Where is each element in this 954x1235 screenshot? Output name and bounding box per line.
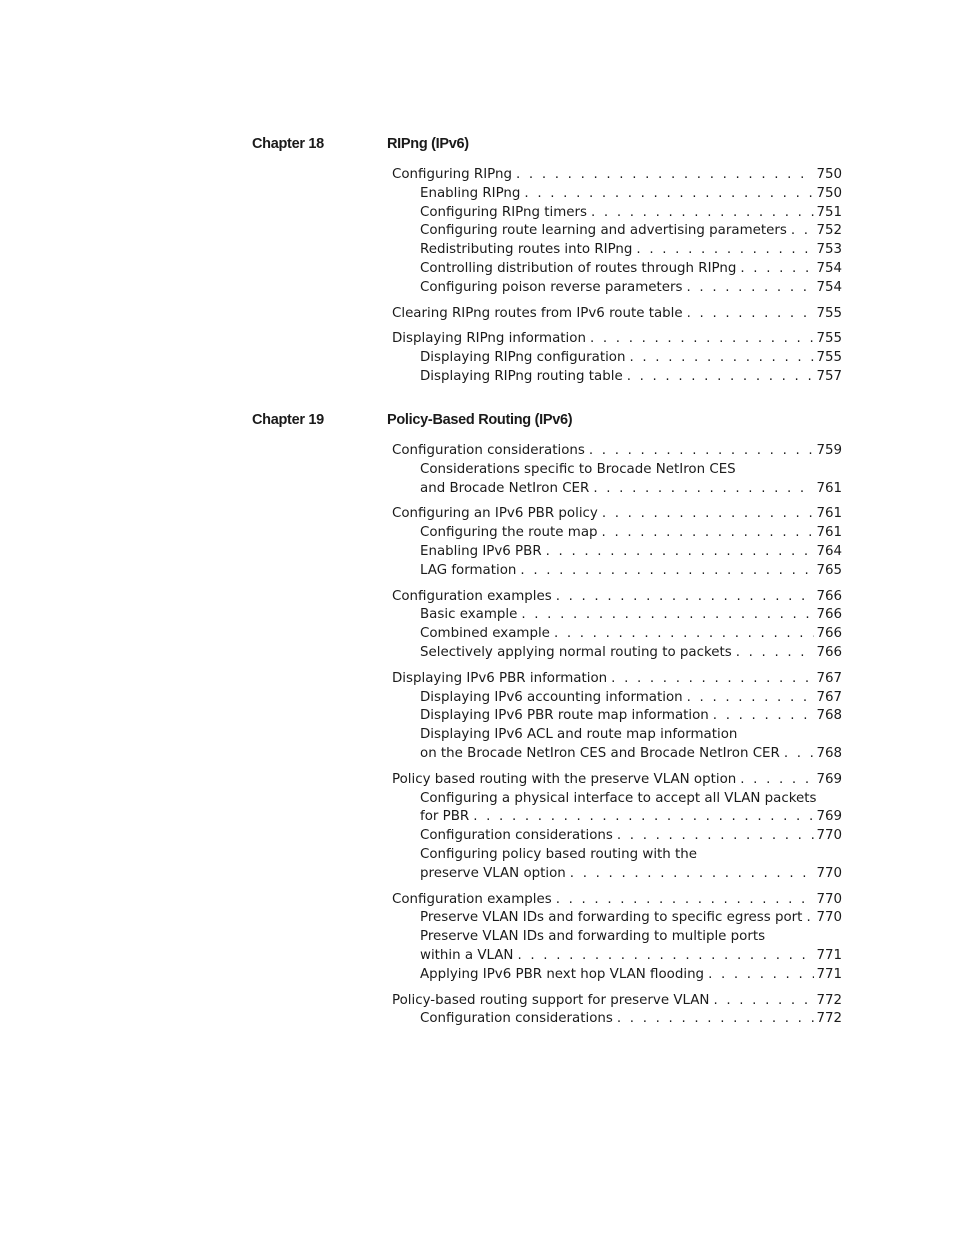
toc-entry-text: Policy based routing with the preserve VLAN option <box>392 771 737 787</box>
toc-entry-text: on the Brocade NetIron CES and Brocade NetIron CER <box>420 745 780 761</box>
toc-page-number: 770 <box>816 891 842 907</box>
toc-entry-text: and Brocade NetIron CER <box>420 480 590 496</box>
toc-entry[interactable] <box>392 625 842 644</box>
toc-entry-text: Configuration considerations <box>420 828 613 844</box>
toc-page-number: 766 <box>816 626 842 642</box>
dot-leader <box>516 166 814 185</box>
toc-page-number: 750 <box>816 185 842 201</box>
toc-entry[interactable] <box>392 771 842 790</box>
toc-entry[interactable] <box>392 442 842 461</box>
toc-entry-text: Enabling RIPng <box>420 185 521 201</box>
toc-entry-text: Configuring RIPng <box>392 167 512 182</box>
toc-entry-text: Configuration examples <box>392 891 552 907</box>
dot-leader <box>602 524 815 543</box>
toc-page-number: 769 <box>816 809 842 825</box>
dot-leader <box>627 368 815 387</box>
toc-entry-text: Displaying IPv6 accounting information <box>420 689 683 705</box>
toc-entry-text: Configuring poison reverse parameters <box>420 279 683 295</box>
toc-page-number: 761 <box>816 506 842 522</box>
toc-page-number: 752 <box>816 223 842 239</box>
toc-entry-text: LAG formation <box>420 562 517 578</box>
toc-page-number: 772 <box>816 992 842 1008</box>
toc-group <box>392 505 842 580</box>
toc-entry[interactable] <box>392 543 842 562</box>
toc-entry[interactable] <box>392 865 842 884</box>
toc-page-number: 761 <box>816 480 842 496</box>
toc-entry[interactable] <box>392 279 842 298</box>
toc-entry[interactable] <box>392 166 842 185</box>
toc-entry-text: Displaying IPv6 PBR route map information <box>420 708 709 724</box>
toc-entry-text: Applying IPv6 PBR next hop VLAN flooding <box>420 966 705 982</box>
toc-page-number: 764 <box>816 543 842 559</box>
dot-leader <box>713 707 815 726</box>
toc-entry-text-line: Preserve VLAN IDs and forwarding to multiple ports <box>420 929 766 945</box>
toc-entry-text: Configuration examples <box>392 588 552 604</box>
dot-leader <box>591 204 814 223</box>
toc-entry-text: Displaying RIPng routing table <box>420 368 623 384</box>
toc-entry-text: Configuring RIPng timers <box>420 204 587 220</box>
dot-leader <box>713 992 814 1011</box>
toc-page-number: 767 <box>816 670 842 686</box>
toc-page-number: 750 <box>816 167 842 182</box>
dot-leader <box>556 891 815 910</box>
toc-entry[interactable] <box>392 827 842 846</box>
toc-page-number: 765 <box>816 562 842 578</box>
toc-entry[interactable] <box>392 368 842 387</box>
toc-page-number: 768 <box>816 745 842 761</box>
chapter-title: RIPng (IPv6) <box>387 136 469 152</box>
toc-entry[interactable] <box>392 1010 842 1029</box>
dot-leader <box>554 625 815 644</box>
dot-leader <box>736 644 815 663</box>
dot-leader <box>611 670 814 689</box>
chapter-title: Policy-Based Routing (IPv6) <box>387 412 573 428</box>
toc-page-number: 751 <box>816 204 842 220</box>
dot-leader <box>524 185 814 204</box>
dot-leader <box>791 222 815 241</box>
toc-entry[interactable] <box>392 222 842 241</box>
toc-entry[interactable] <box>392 891 842 910</box>
toc-entry[interactable] <box>392 992 842 1011</box>
toc-entry[interactable] <box>392 260 842 279</box>
dot-leader <box>687 305 815 324</box>
toc-entry[interactable] <box>392 947 842 966</box>
toc-group <box>392 588 842 663</box>
toc-entry[interactable] <box>392 670 842 689</box>
toc-page-number: 755 <box>816 305 842 321</box>
toc-entry[interactable] <box>392 349 842 368</box>
toc-entry-text: Policy-based routing support for preserve VLAN <box>392 992 710 1008</box>
dot-leader <box>570 865 815 884</box>
dot-leader <box>602 505 815 524</box>
toc-page-number: 753 <box>816 242 842 258</box>
toc-page-number: 768 <box>816 708 842 724</box>
dot-leader <box>590 330 814 349</box>
toc-group <box>392 992 842 1030</box>
toc-entry-text: Basic example <box>420 607 518 623</box>
dot-leader <box>593 480 814 499</box>
toc-entry-text: Redistributing routes into RIPng <box>420 242 633 258</box>
toc-page-number: 767 <box>816 689 842 705</box>
dot-leader <box>556 588 815 607</box>
toc-entry-text: Configuring an IPv6 PBR policy <box>392 506 598 522</box>
toc-entry[interactable] <box>392 204 842 223</box>
toc-page-number: 761 <box>816 525 842 541</box>
toc-group <box>392 330 842 386</box>
dot-leader <box>740 260 814 279</box>
toc-entry[interactable] <box>392 606 842 625</box>
toc-entry-text: Displaying IPv6 PBR information <box>392 670 608 686</box>
toc-entries <box>392 166 842 394</box>
dot-leader <box>617 827 815 846</box>
toc-page-number: 755 <box>816 331 842 347</box>
toc-entry[interactable] <box>392 588 842 607</box>
toc-entry[interactable] <box>392 241 842 260</box>
toc-entry-text-line: Displaying IPv6 ACL and route map information <box>420 727 738 743</box>
toc-entry-text: preserve VLAN option <box>420 865 566 881</box>
toc-entry-text: for PBR <box>420 809 470 825</box>
dot-leader <box>687 279 815 298</box>
dot-leader <box>546 543 815 562</box>
dot-leader <box>629 349 814 368</box>
dot-leader <box>740 771 814 790</box>
toc-entry-text-line: Configuring a physical interface to accept all VLAN packets <box>420 790 817 806</box>
toc-entry-text: Displaying RIPng configuration <box>420 350 626 366</box>
toc-page-number: 771 <box>816 947 842 963</box>
toc-entry[interactable] <box>392 745 842 764</box>
dot-leader <box>517 947 814 966</box>
toc-entry[interactable] <box>392 689 842 708</box>
toc-group <box>392 670 842 764</box>
toc-page-number: 770 <box>816 910 842 926</box>
toc-entry-text: Displaying RIPng information <box>392 331 586 347</box>
toc-entry[interactable] <box>392 185 842 204</box>
toc-page-number: 772 <box>816 1011 842 1027</box>
toc-page-number: 754 <box>816 279 842 295</box>
toc-entry-text-line: Considerations specific to Brocade NetIron CES <box>420 461 736 477</box>
toc-page-number: 766 <box>816 644 842 660</box>
toc-group <box>392 771 842 884</box>
toc-entries <box>392 442 842 1036</box>
dot-leader <box>521 606 814 625</box>
toc-page-number: 770 <box>816 828 842 844</box>
toc-entry-text: Configuring route learning and advertising parameters <box>420 223 787 239</box>
toc-group <box>392 305 842 324</box>
toc-entry-text: within a VLAN <box>420 947 514 963</box>
toc-entry-text: Controlling distribution of routes through RIPng <box>420 260 737 276</box>
toc-entry-text: Preserve VLAN IDs and forwarding to specific egress port <box>420 910 803 926</box>
dot-leader <box>784 745 815 764</box>
chapter-label: Chapter 19 <box>252 412 324 428</box>
dot-leader <box>687 689 815 708</box>
toc-entry-text-line: Configuring policy based routing with the <box>420 846 698 862</box>
toc-entry[interactable] <box>392 524 842 543</box>
toc-group <box>392 166 842 298</box>
toc-entry-text: Combined example <box>420 626 550 642</box>
dot-leader <box>806 909 814 928</box>
toc-entry-text: Clearing RIPng routes from IPv6 route table <box>392 305 683 321</box>
dot-leader <box>473 808 814 827</box>
toc-entry[interactable] <box>392 480 842 499</box>
toc-page-number: 766 <box>816 607 842 623</box>
toc-entry[interactable] <box>392 644 842 663</box>
toc-entry-text: Selectively applying normal routing to packets <box>420 644 732 660</box>
toc-entry[interactable] <box>392 966 842 985</box>
dot-leader <box>617 1010 815 1029</box>
toc-entry[interactable] <box>392 909 842 928</box>
chapter-label: Chapter 18 <box>252 136 324 152</box>
toc-group <box>392 442 842 498</box>
toc-entry-text: Configuration considerations <box>392 443 585 458</box>
toc-entry[interactable] <box>392 707 842 726</box>
toc-page-number: 769 <box>816 771 842 787</box>
toc-page-number: 754 <box>816 260 842 276</box>
toc-entry[interactable] <box>392 330 842 349</box>
toc-entry-text: Enabling IPv6 PBR <box>420 543 542 559</box>
dot-leader <box>708 966 814 985</box>
toc-entry[interactable] <box>392 305 842 324</box>
dot-leader <box>520 562 814 581</box>
toc-group <box>392 891 842 985</box>
toc-page-number: 757 <box>816 368 842 384</box>
toc-page-number: 766 <box>816 588 842 604</box>
toc-entry-text: Configuration considerations <box>420 1011 613 1027</box>
toc-page-number: 759 <box>816 443 842 458</box>
toc-page-number: 771 <box>816 966 842 982</box>
toc-entry[interactable] <box>392 505 842 524</box>
toc-entry-text: Configuring the route map <box>420 525 598 541</box>
toc-entry[interactable] <box>392 808 842 827</box>
toc-entry[interactable] <box>392 562 842 581</box>
dot-leader <box>636 241 814 260</box>
toc-page-number: 755 <box>816 350 842 366</box>
dot-leader <box>589 442 815 461</box>
toc-page-number: 770 <box>816 865 842 881</box>
